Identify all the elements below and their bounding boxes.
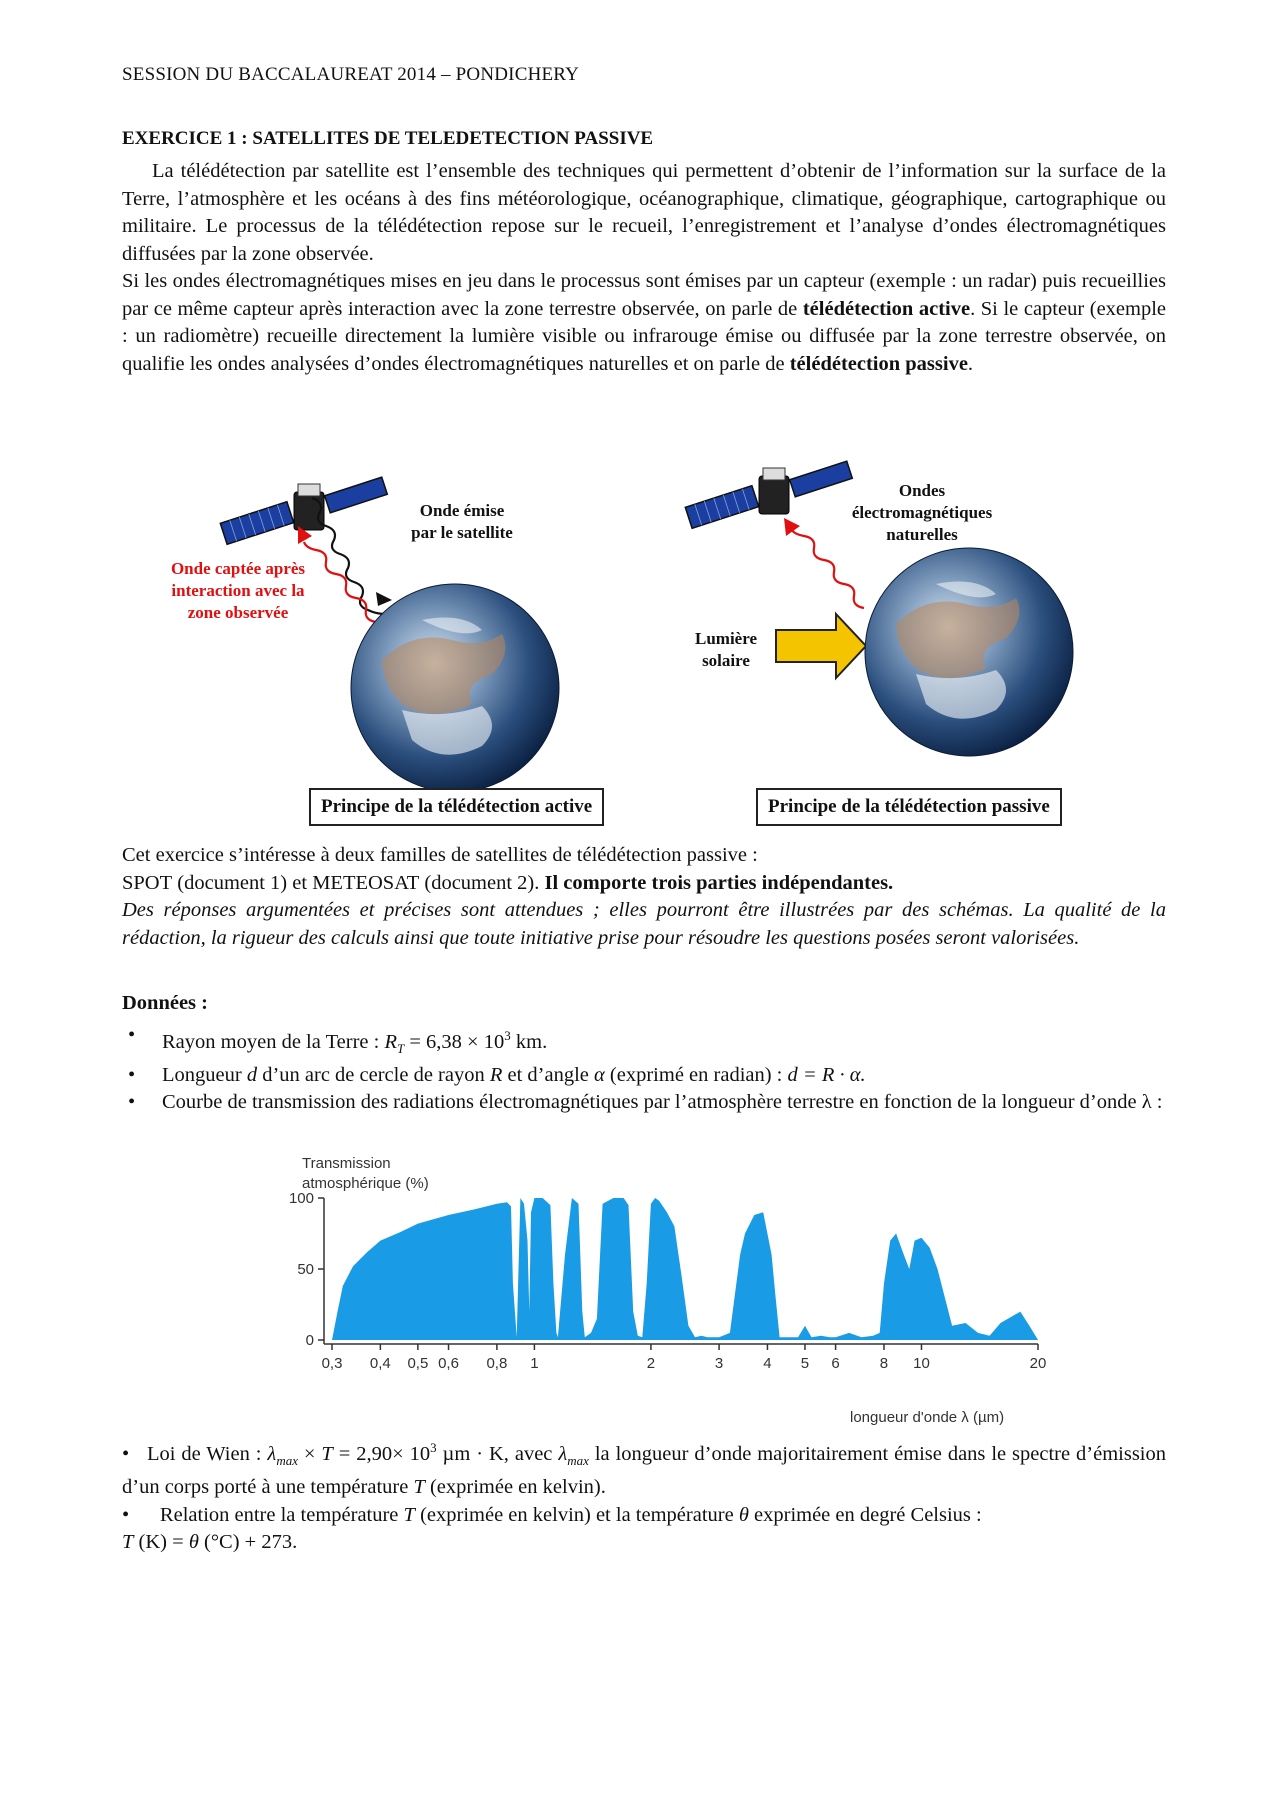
active-caption: Principe de la télédétection active: [309, 788, 604, 826]
chart-xtick-label-5: 1: [530, 1355, 539, 1372]
transmission-chart: [232, 1150, 1072, 1430]
chart-xtick-label-2: 0,5: [407, 1355, 429, 1372]
radius-unit: km.: [510, 1030, 548, 1053]
wien-law: • Loi de Wien : $\lambda_{max} \times T = 2,90\times 10^3$ µm · K, avec $\lambda_{max}$ la longueur d’onde majoritairement émise dans le spectre d’émission d’un corps porté à une température T (exprimée en kelvin).: [122, 1440, 1167, 1499]
independent-parts-note: Il comporte trois parties indépendantes.: [544, 871, 894, 894]
earth-active: [351, 584, 559, 792]
formulas-section: [122, 1434, 1166, 1557]
emitted-wave-label: [382, 500, 542, 544]
intro-paragraph-1: La télédétection par satellite est l’ensemble des techniques qui permettent d’obtenir de l’information sur la surface de la Terre, l’atmosphère et les océans à des fins météorologique, océanographique, climatique, géographique, cartographique ou militaire. Le processus de la télédétection repose sur le recueil, l’enregistrement et l’analyse d’ondes électromagnétiques diffusées par la zone observée.: [122, 160, 1166, 265]
chart-xlabel: longueur d'onde λ (µm): [850, 1409, 1005, 1426]
intro-p2-a: Si les ondes électromagnétiques mises en jeu dans le processus sont émises par un capteur (exemple : un radar) puis recueillies par ce même capteur après interaction avec la zone terrestre observée, on parle de: [122, 270, 1166, 320]
intro-p2-c: . Si le capteur (exemple : un radiomètre) recueille directement la lumière visible ou infrarouge émise ou diffusée par la zone terrestre observée, on qualifie les ondes analysées d’ondes électromagnétiques naturelles et on parle de: [122, 297, 1167, 375]
arc-alpha-symbol: α: [594, 1063, 605, 1086]
intro-section: [122, 158, 1166, 378]
natural-label-line3: naturelles: [886, 525, 958, 544]
exercise-title: EXERCICE 1 : SATELLITES DE TELEDETECTION PASSIVE: [122, 128, 654, 149]
chart-xtick-label-1: 0,4: [369, 1355, 391, 1372]
instructions-line2: [122, 870, 1166, 898]
temperature-formula: T (K) = θ (°C) + 273.: [122, 1531, 298, 1554]
sunlight-label-line2: solaire: [702, 651, 750, 670]
transmission-chart-svg: [232, 1150, 1072, 1430]
chart-xtick-label-8: 4: [763, 1355, 772, 1372]
chart-ylabel-line2: atmosphérique (%): [302, 1175, 429, 1192]
chart-ytick-label-0: 0: [305, 1332, 314, 1349]
radius-text: Rayon moyen de la Terre :: [162, 1030, 385, 1053]
arc-formula: d = R · α.: [787, 1063, 866, 1086]
chart-xtick-label-12: 10: [913, 1355, 930, 1372]
chart-ylabel-line1: Transmission: [302, 1155, 391, 1172]
radius-value: = 6,38 × 10: [404, 1030, 505, 1053]
chart-xtick-label-3: 0,6: [438, 1355, 459, 1372]
radius-symbol: R: [384, 1030, 398, 1053]
donnees-title: Données :: [122, 992, 208, 1014]
arc-text-e: (exprimé en radian) :: [604, 1063, 788, 1086]
arc-d-symbol: d: [246, 1063, 258, 1086]
arc-R-symbol: R: [489, 1063, 503, 1086]
captured-label-line3: zone observée: [187, 603, 289, 622]
sunlight-label: [676, 628, 776, 672]
emitted-label-line1: Onde émise: [419, 501, 505, 520]
chart-xtick-label-10: 6: [831, 1355, 840, 1372]
sunlight-label-line1: Lumière: [694, 629, 757, 648]
passive-caption: Principe de la télédétection passive: [756, 788, 1062, 826]
temperature-relation: • Relation entre la température T (exprimée en kelvin) et la température θ exprimée en degré Celsius :: [122, 1503, 982, 1526]
chart-ytick-label-100: 100: [288, 1190, 314, 1207]
intro-p2-e: .: [967, 352, 974, 375]
session-header: SESSION DU BACCALAUREAT 2014 – PONDICHERY: [122, 64, 580, 85]
chart-xtick-label-6: 2: [646, 1355, 656, 1372]
intro-passive-term: télédétection passive: [789, 352, 968, 375]
captured-label-line1: Onde captée après: [170, 559, 306, 578]
arc-text-c: et d’angle: [502, 1063, 595, 1086]
donnees-section: [122, 990, 1166, 1117]
donnees-item-arc: [122, 1062, 1166, 1090]
chart-ytick-label-50: 50: [297, 1261, 314, 1278]
doc2-text: (document 2).: [419, 871, 545, 894]
natural-waves-label: [832, 480, 1012, 546]
donnees-list: [122, 1022, 1166, 1117]
earth-passive: [865, 548, 1073, 756]
arc-text-a: Longueur: [162, 1063, 247, 1086]
instructions-section: [122, 842, 1166, 952]
chart-xtick-label-11: 8: [879, 1355, 889, 1372]
instructions-italic: Des réponses argumentées et précises sont attendues ; elles pourront être illustrées par des schémas. La qualité de la rédaction, la rigueur des calculs ainsi que toute initiative prise pour résoudre les questions posées seront valorisées.: [122, 899, 1166, 949]
teledetection-figure: [122, 440, 1166, 840]
natural-label-line2: électromagnétiques: [851, 503, 993, 522]
satellite-icon-passive: [685, 461, 852, 528]
captured-wave-label: [148, 558, 328, 624]
intro-active-term: télédétection active: [802, 297, 971, 320]
chart-xtick-label-9: 5: [800, 1355, 810, 1372]
chart-xtick-label-4: 0,8: [486, 1355, 508, 1372]
spot-name: SPOT: [122, 871, 173, 894]
radius-exponent: 3: [504, 1027, 511, 1043]
radius-subscript: T: [397, 1040, 405, 1056]
intro-paragraph-2: [122, 268, 1166, 378]
transmission-area: [332, 1198, 1038, 1340]
chart-xtick-label-13: 20: [1029, 1355, 1047, 1372]
arc-text-b: d’un arc de cercle de rayon: [257, 1063, 490, 1086]
donnees-item-curve: • Courbe de transmission des radiations électromagnétiques par l’atmosphère terrestre en fonction de la longueur d’onde λ :: [122, 1089, 1166, 1117]
donnees-item-radius: [122, 1022, 1166, 1062]
natural-label-line1: Ondes: [898, 481, 946, 500]
doc1-text: (document 1) et: [172, 871, 313, 894]
emitted-label-line2: par le satellite: [411, 523, 513, 542]
meteosat-name: METEOSAT: [312, 871, 420, 894]
emitted-wave-arrowhead: [376, 592, 392, 606]
sunlight-arrow: [776, 614, 866, 678]
chart-xtick-label-0: 0,3: [321, 1355, 343, 1372]
instructions-line1: Cet exercice s’intéresse à deux familles de satellites de télédétection passive :: [122, 844, 758, 866]
captured-label-line2: interaction avec la: [171, 581, 305, 600]
chart-xtick-label-7: 3: [714, 1355, 724, 1372]
